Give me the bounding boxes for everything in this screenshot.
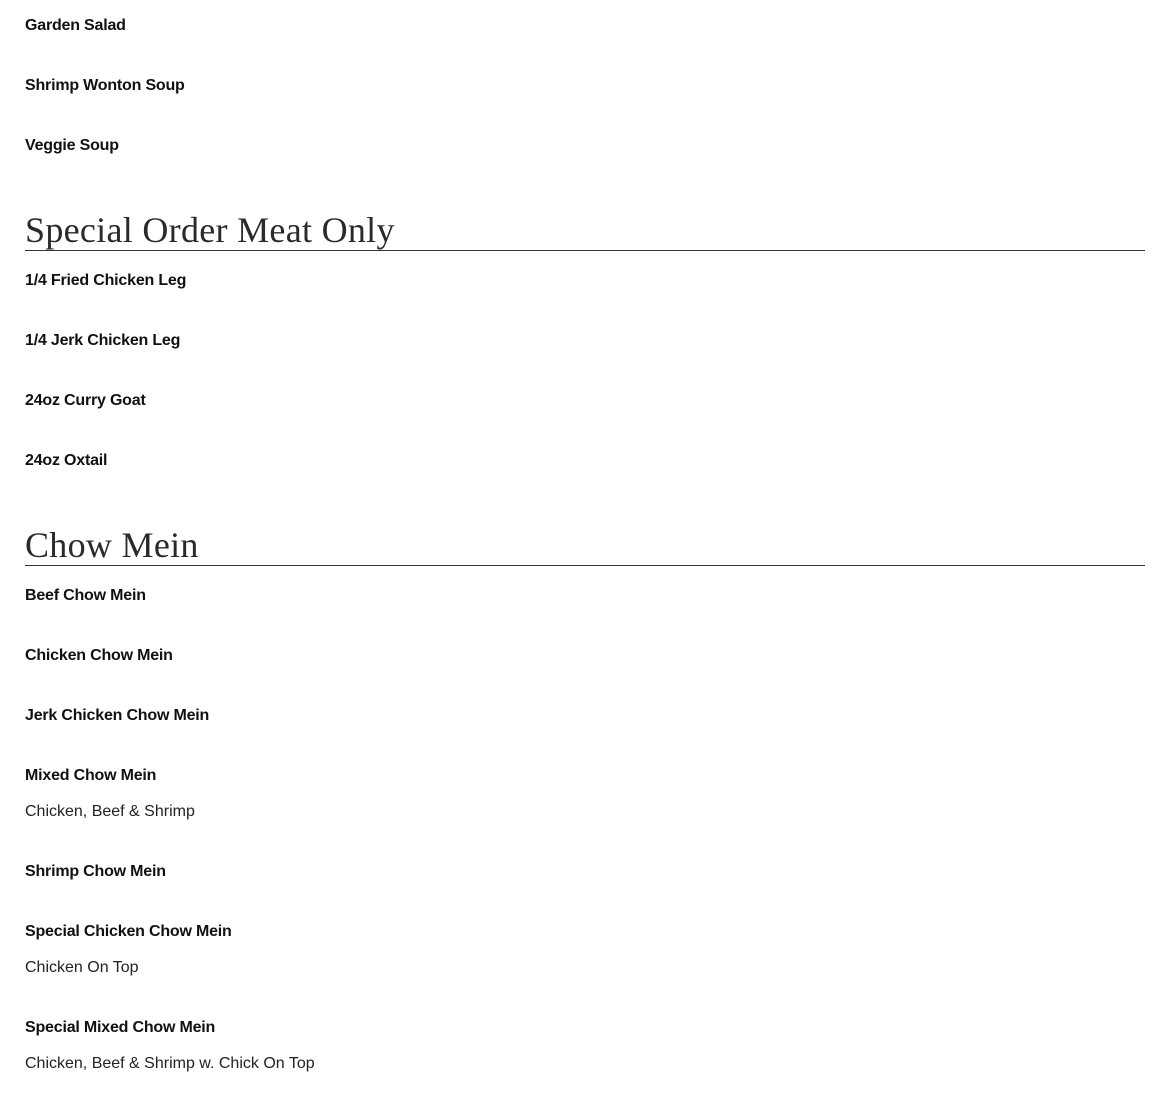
section-divider: [25, 250, 1145, 251]
menu-item-description: Chicken, Beef & Shrimp w. Chick On Top: [25, 1055, 315, 1072]
menu-item-name[interactable]: Beef Chow Mein: [25, 587, 146, 604]
menu-item-name[interactable]: 1/4 Fried Chicken Leg: [25, 272, 187, 289]
menu-item-name[interactable]: Shrimp Chow Mein: [25, 863, 166, 880]
menu-item-name[interactable]: 24oz Oxtail: [25, 452, 108, 469]
menu-item-name[interactable]: Jerk Chicken Chow Mein: [25, 707, 210, 724]
menu-item-name[interactable]: 24oz Curry Goat: [25, 392, 146, 409]
menu-item-name[interactable]: Special Chicken Chow Mein: [25, 923, 232, 940]
section-divider: [25, 565, 1145, 566]
menu-item-name[interactable]: Chicken Chow Mein: [25, 647, 173, 664]
menu-item-name[interactable]: Mixed Chow Mein: [25, 767, 157, 784]
menu-item-name[interactable]: Special Mixed Chow Mein: [25, 1019, 216, 1036]
section-title-special-order: Special Order Meat Only: [25, 210, 395, 250]
menu-item-name[interactable]: Garden Salad: [25, 17, 126, 34]
menu-item-name[interactable]: 1/4 Jerk Chicken Leg: [25, 332, 181, 349]
menu-item-name[interactable]: Shrimp Wonton Soup: [25, 77, 185, 94]
menu-item-description: Chicken, Beef & Shrimp: [25, 803, 195, 820]
menu-item-name[interactable]: Veggie Soup: [25, 137, 119, 154]
menu-item-description: Chicken On Top: [25, 959, 139, 976]
section-title-chow-mein: Chow Mein: [25, 525, 199, 565]
